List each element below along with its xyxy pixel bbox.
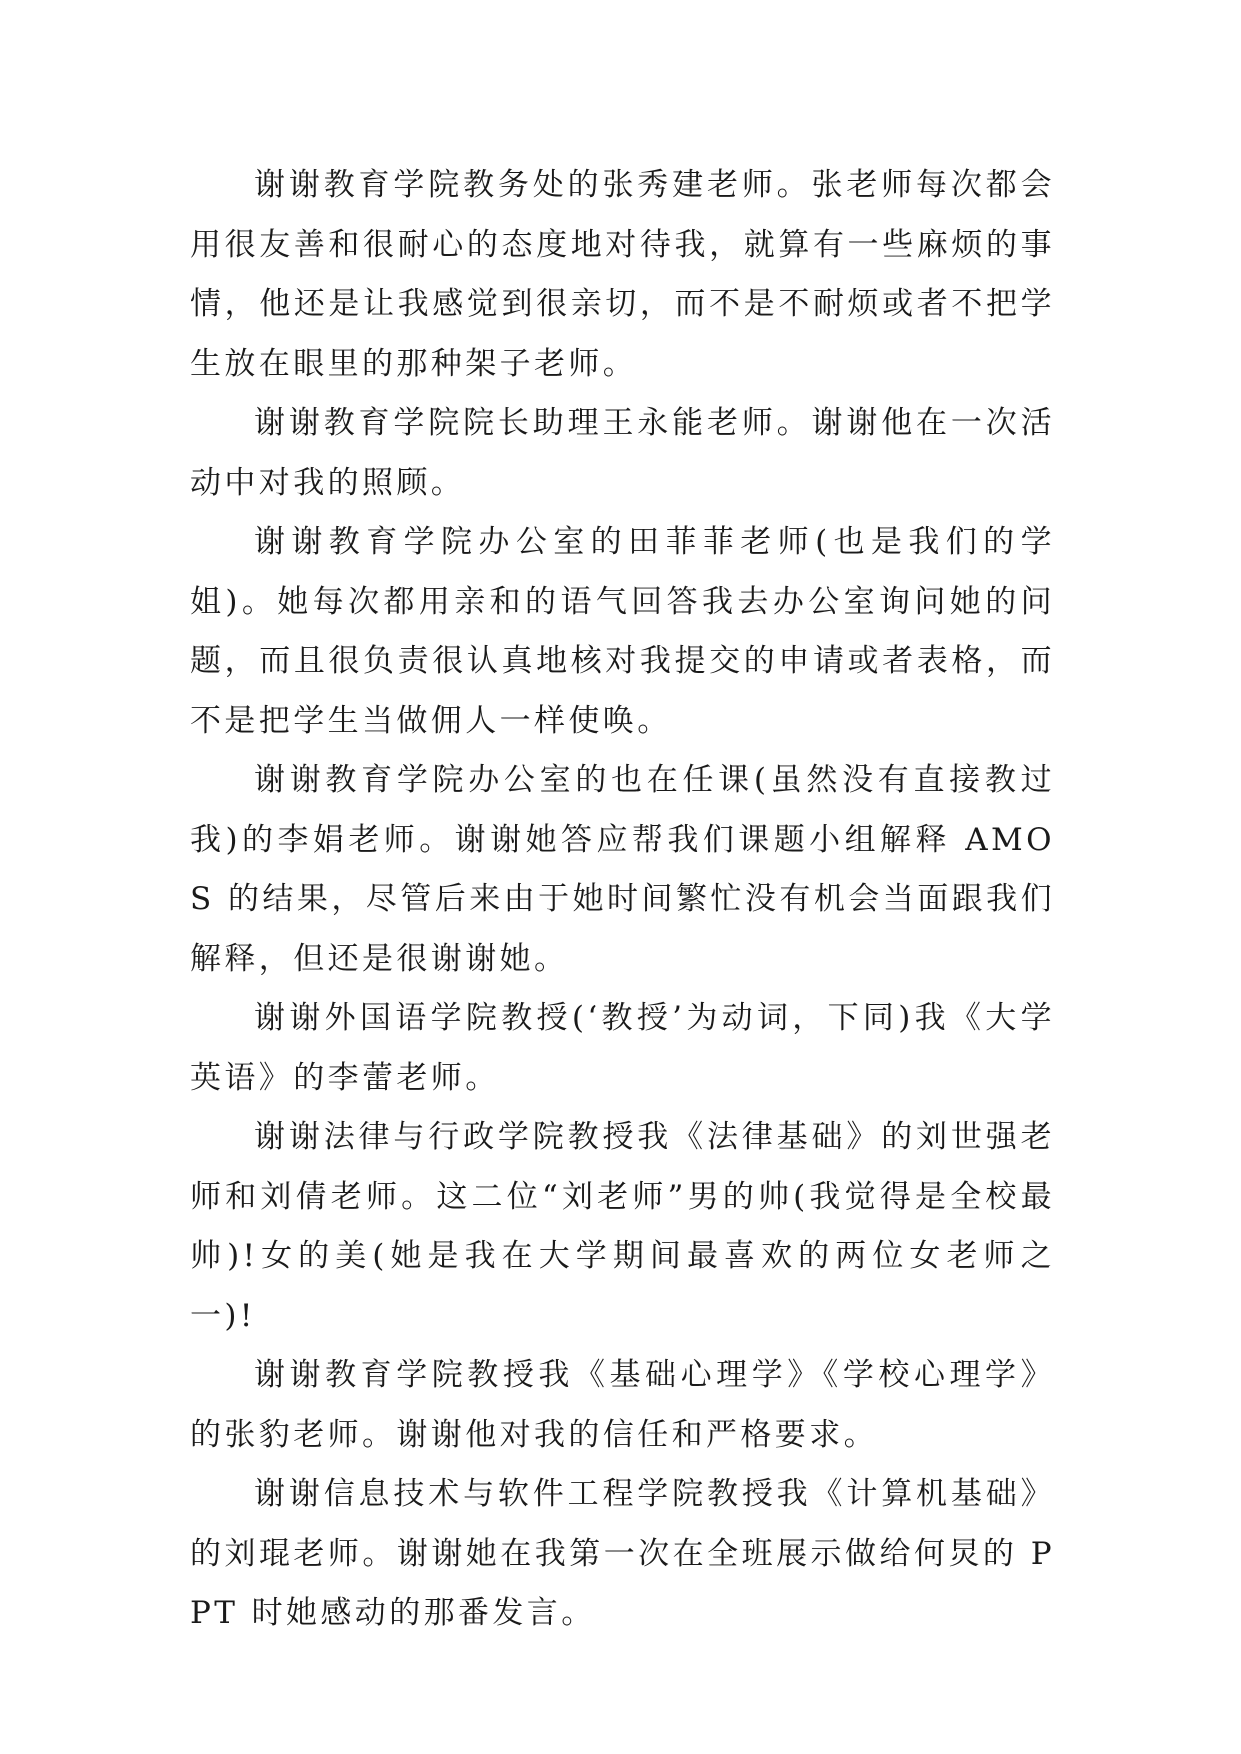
paragraph-thanks-tian-feifei: 谢谢教育学院办公室的田菲菲老师(也是我们的学姐)。她每次都用亲和的语气回答我去办公室询问她的问题，而且很负责很认真地核对我提交的申请或者表格，而不是把学生当做佣人一样使唤。 [190,524,1055,739]
paragraph-thanks-zhang-bao: 谢谢教育学院教授我《基础心理学》《学校心理学》的张豹老师。谢谢他对我的信任和严格要求。 [190,1357,1055,1453]
document-body [190,156,1055,1644]
paragraph-thanks-li-juan: 谢谢教育学院办公室的也在任课(虽然没有直接教过我)的李娟老师。谢谢她答应帮我们课题小组解释 AMOS 的结果，尽管后来由于她时间繁忙没有机会当面跟我们解释，但还是很谢谢她。 [190,762,1055,977]
paragraph-thanks-li-lei: 谢谢外国语学院教授(‘教授’为动词，下同)我《大学英语》的李蕾老师。 [190,1000,1055,1096]
paragraph-thanks-wang-yongneng: 谢谢教育学院院长助理王永能老师。谢谢他在一次活动中对我的照顾。 [190,405,1055,501]
paragraph-thanks-liu-kun: 谢谢信息技术与软件工程学院教授我《计算机基础》的刘琨老师。谢谢她在我第一次在全班展示做给何炅的 PPT 时她感动的那番发言。 [190,1476,1055,1631]
paragraph-thanks-liu-teachers: 谢谢法律与行政学院教授我《法律基础》的刘世强老师和刘倩老师。这二位“刘老师”男的帅(我觉得是全校最帅)!女的美(她是我在大学期间最喜欢的两位女老师之一)! [190,1119,1055,1334]
paragraph-thanks-zhang-xiujian: 谢谢教育学院教务处的张秀建老师。张老师每次都会用很友善和很耐心的态度地对待我，就算有一些麻烦的事情，他还是让我感觉到很亲切，而不是不耐烦或者不把学生放在眼里的那种架子老师。 [190,167,1055,382]
